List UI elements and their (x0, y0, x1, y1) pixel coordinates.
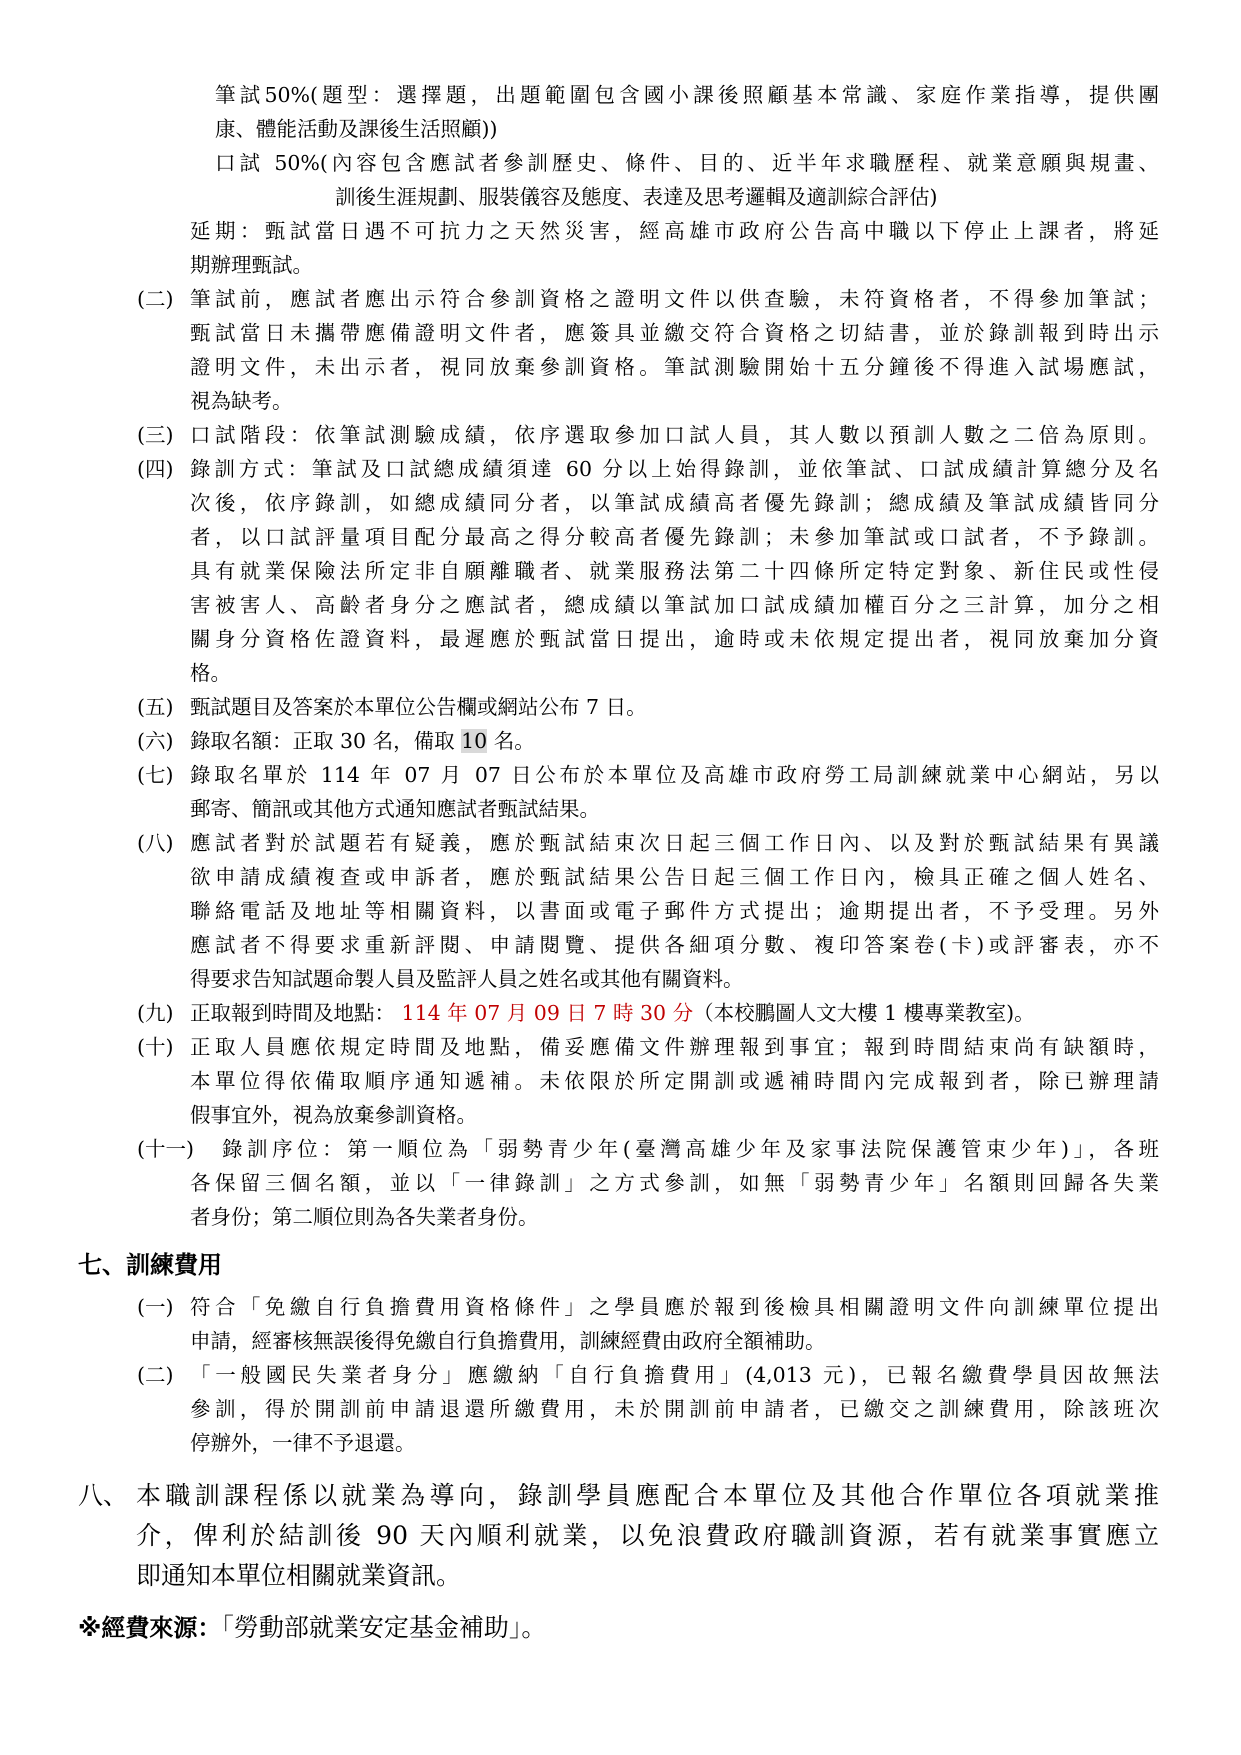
section-8-line: 介，俾利於結訓後 90 天內順利就業，以免浪費政府職訓資源，若有就業事實應立 (136, 1521, 1159, 1550)
item-line: 證明文件，未出示者，視同放棄參訓資格。筆試測驗開始十五分鐘後不得進入試場應試， (190, 355, 1159, 379)
item-label: (九) (137, 1001, 174, 1025)
item-line: 關身分資格佐證資料，最遲應於甄試當日提出，逾時或未依規定提出者，視同放棄加分資 (190, 627, 1159, 651)
oral-exam-line-2: 訓後生涯規劃、服裝儀容及態度、表達及思考邏輯及適訓綜合評估) (335, 185, 938, 209)
item-line: 口試階段：依筆試測驗成績，依序選取參加口試人員，其人數以預訓人數之二倍為原則。 (190, 423, 1159, 447)
item-line: 聯絡電話及地址等相關資料，以書面或電子郵件方式提出；逾期提出者，不予受理。另外 (190, 899, 1159, 923)
report-time-location: （本校鵬圖人文大樓 1 樓專業教室)。 (693, 1001, 1035, 1025)
admission-quota-highlight: 10 (461, 729, 488, 753)
item-line: 郵寄、簡訊或其他方式通知應試者甄試結果。 (190, 797, 600, 821)
postpone-line-1: 延期：甄試當日遇不可抗力之天然災害，經高雄市政府公告高中職以下停止上課者，將延 (190, 219, 1159, 243)
report-time-line (190, 996, 1035, 1030)
item-label: (三) (137, 423, 174, 447)
item-line: 得要求告知試題命製人員及監評人員之姓名或其他有關資料。 (190, 967, 744, 991)
item-label: (七) (137, 763, 174, 787)
admission-quota-line (190, 724, 535, 758)
item-line: 欲申請成績複查或申訴者，應於甄試結果公告日起三個工作日內，檢具正確之個人姓名、 (190, 865, 1159, 889)
section-8-label: 八、 (78, 1481, 129, 1510)
item-label: (十) (137, 1035, 174, 1059)
item-label: (四) (137, 457, 174, 481)
item-label: (六) (137, 729, 174, 753)
item-line: 甄試當日未攜帶應備證明文件者，應簽具並繳交符合資格之切結書，並於錄訓報到時出示 (190, 321, 1159, 345)
item-line: 筆試前，應試者應出示符合參訓資格之證明文件以供查驗，未符資格者，不得參加筆試； (190, 287, 1159, 311)
item-line: 視為缺考。 (190, 389, 293, 413)
item-line: 具有就業保險法所定非自願離職者、就業服務法第二十四條所定特定對象、新住民或性侵 (190, 559, 1159, 583)
item-line: 停辦外，一律不予退還。 (190, 1431, 416, 1455)
item-label: (一) (137, 1295, 174, 1319)
item-label: (八) (137, 831, 174, 855)
funding-source-label: ※經費來源： (78, 1614, 222, 1642)
item-line: 應試者對於試題若有疑義，應於甄試結束次日起三個工作日內、以及對於甄試結果有異議 (190, 831, 1159, 855)
written-exam-line-2: 康、體能活動及課後生活照顧)) (215, 117, 498, 141)
item-line: 者，以口試評量項目配分最高之得分較高者優先錄訓；未參加筆試或口試者，不予錄訓。 (190, 525, 1159, 549)
item-label: (二) (137, 287, 174, 311)
report-time-prefix: 正取報到時間及地點： (190, 1001, 395, 1025)
funding-source (78, 1608, 546, 1648)
item-label: (五) (137, 695, 174, 719)
item-line: 錄訓方式：筆試及口試總成績須達 60 分以上始得錄訓，並依筆試、口試成績計算總分及名 (190, 457, 1159, 481)
item-line: 害被害人、高齡者身分之應試者，總成績以筆試加口試成績加權百分之三計算，加分之相 (190, 593, 1159, 617)
item-line: 各保留三個名額，並以「一律錄訓」之方式參訓，如無「弱勢青少年」名額則回歸各失業 (190, 1171, 1159, 1195)
section-7-heading: 七、訓練費用 (78, 1251, 222, 1279)
item-line: 錄取名單於 114 年 07 月 07 日公布於本單位及高雄市政府勞工局訓練就業中心網站，另以 (190, 763, 1159, 787)
item-line: 本單位得依備取順序通知遞補。未依限於所定開訓或遞補時間內完成報到者，除已辦理請 (190, 1069, 1159, 1093)
item-line: 正取人員應依規定時間及地點，備妥應備文件辦理報到事宜；報到時間結束尚有缺額時， (190, 1035, 1159, 1059)
item-label: (十一) (137, 1137, 194, 1161)
item-label: (二) (137, 1363, 174, 1387)
written-exam-line-1: 筆試50%(題型：選擇題，出題範圍包含國小課後照顧基本常識、家庭作業指導，提供團 (215, 83, 1159, 107)
postpone-line-2: 期辦理甄試。 (190, 253, 313, 277)
report-time-date: 114 年 07 月 09 日 7 時 30 分 (401, 1001, 694, 1025)
section-8-line: 本職訓課程係以就業為導向，錄訓學員應配合本單位及其他合作單位各項就業推 (136, 1481, 1159, 1510)
admission-quota-suffix: 名。 (487, 729, 535, 753)
section-8-line: 即通知本單位相關就業資訊。 (136, 1561, 462, 1590)
item-line: 「一般國民失業者身分」應繳納「自行負擔費用」(4,013 元)，已報名繳費學員因故無法 (190, 1363, 1159, 1387)
item-line: 次後，依序錄訓，如總成績同分者，以筆試成績高者優先錄訓；總成績及筆試成績皆同分 (190, 491, 1159, 515)
item-line: 應試者不得要求重新評閱、申請閱覽、提供各細項分數、複印答案卷(卡)或評審表，亦不 (190, 933, 1159, 957)
item-line: 錄訓序位：第一順位為「弱勢青少年(臺灣高雄少年及家事法院保護管束少年)」，各班 (222, 1137, 1159, 1161)
admission-quota-prefix: 錄取名額：正取 30 名，備取 (190, 729, 462, 753)
item-line: 申請，經審核無誤後得免繳自行負擔費用，訓練經費由政府全額補助。 (190, 1329, 826, 1353)
item-line: 參訓，得於開訓前申請退還所繳費用，未於開訓前申請者，已繳交之訓練費用，除該班次 (190, 1397, 1159, 1421)
item-line: 假事宜外，視為放棄參訓資格。 (190, 1103, 477, 1127)
item-line: 甄試題目及答案於本單位公告欄或網站公布 7 日。 (190, 695, 647, 719)
item-line: 符合「免繳自行負擔費用資格條件」之學員應於報到後檢具相關證明文件向訓練單位提出 (190, 1295, 1159, 1319)
item-line: 者身份；第二順位則為各失業者身份。 (190, 1205, 539, 1229)
oral-exam-line-1: 口試 50%(內容包含應試者參訓歷史、條件、目的、近半年求職歷程、就業意願與規畫、 (215, 151, 1159, 175)
item-line: 格。 (190, 661, 231, 685)
funding-source-text: 「勞動部就業安定基金補助」。 (221, 1613, 547, 1642)
